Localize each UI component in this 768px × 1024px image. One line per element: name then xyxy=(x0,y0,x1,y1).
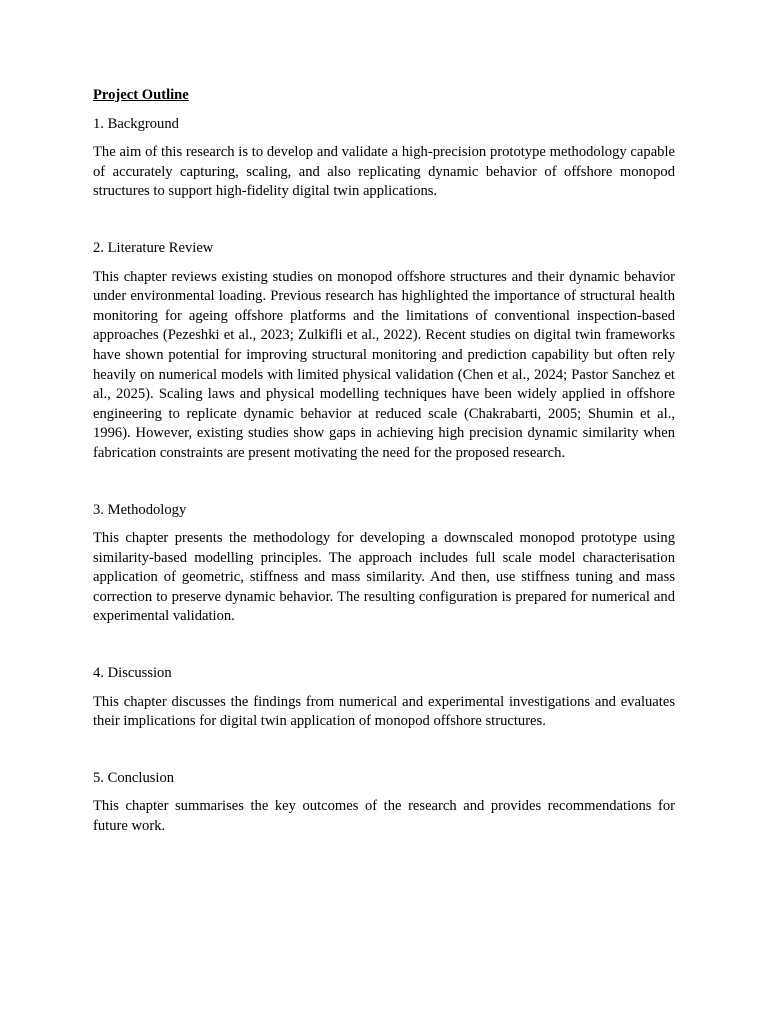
section-body-discussion: This chapter discusses the findings from numerical and experimental investigations and evaluates their implications for digital twin application of monopod offshore structures. xyxy=(93,693,675,730)
section-body-background: The aim of this research is to develop and validate a high-precision prototype methodology capable of accurately capturing, scaling, and also replicating dynamic behavior of offshore monopod structures to support high-fidelity digital twin applications. xyxy=(93,144,675,200)
document-title: Project Outline xyxy=(93,87,189,103)
section-heading-discussion: 4. Discussion xyxy=(93,665,172,682)
section-body-conclusion: This chapter summarises the key outcomes of the research and provides recommendations for future work. xyxy=(93,798,675,835)
section-heading-literature-review: 2. Literature Review xyxy=(93,239,214,256)
section-heading-background: 1. Background xyxy=(93,115,179,132)
document-content xyxy=(93,86,675,837)
section-body-literature-review: This chapter reviews existing studies on monopod offshore structures and their dynamic behavior under environmental loading. Previous research has highlighted the importance of structural health monitoring for ageing offshore platforms and the limitations of conventional inspection-based approaches (Pezeshki et al., 2023; Zulkifli et al., 2022). Recent studies on digital twin frameworks have shown potential for improving structural monitoring and prediction capability but often rely heavily on numerical models with limited physical validation (Chen et al., 2024; Pastor Sanchez et al., 2025). Scaling laws and physical modelling techniques have been widely applied in offshore engineering to replicate dynamic behavior at reduced scale (Chakrabarti, 2005; Shumin et al., 1996). However, existing studies show gaps in achieving high precision dynamic similarity when fabrication constraints are present motivating the need for the proposed research. xyxy=(93,268,675,461)
section-heading-conclusion: 5. Conclusion xyxy=(93,769,175,786)
section-heading-methodology: 3. Methodology xyxy=(93,501,187,518)
section-body-methodology: This chapter presents the methodology for developing a downscaled monopod prototype using similarity-based modelling principles. The approach includes full scale model characterisation application of geometric, stiffness and mass similarity. And then, use stiffness tuning and mass correction to preserve dynamic behavior. The resulting configuration is prepared for numerical and experimental validation. xyxy=(93,530,675,625)
